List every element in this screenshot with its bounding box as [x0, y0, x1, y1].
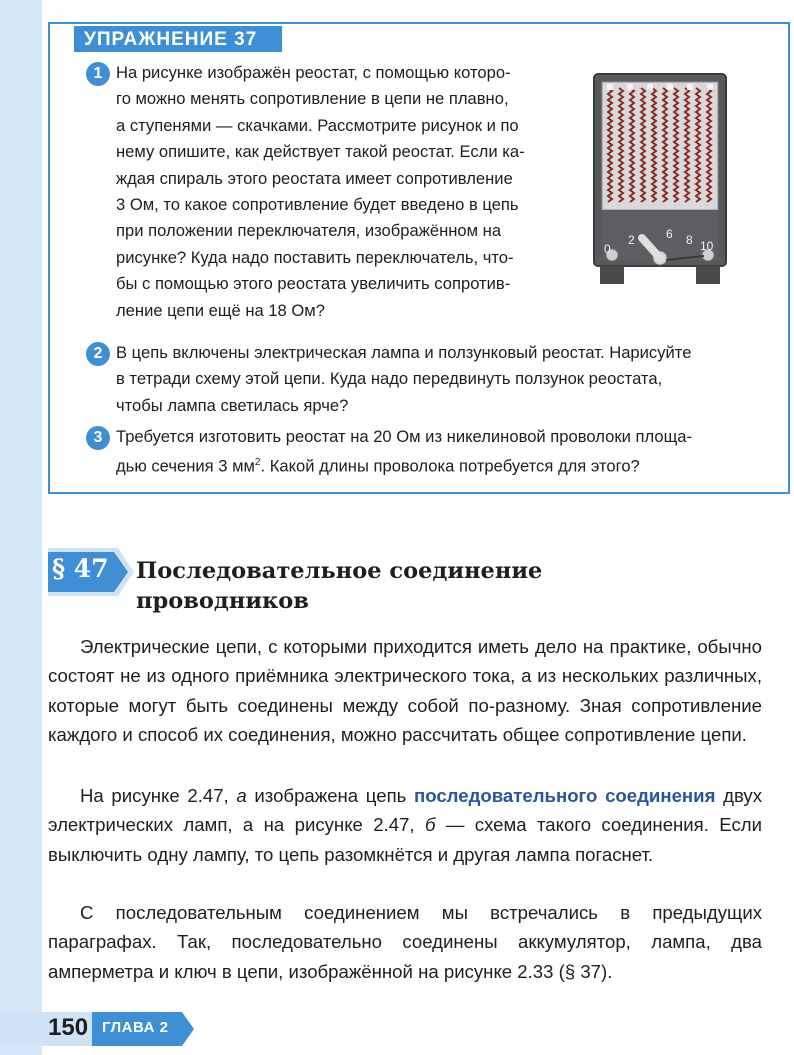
- text-line: ление цепи ещё на 18 Ом?: [116, 300, 325, 320]
- coil-terminal: [607, 84, 613, 90]
- paragraph-1: Электрические цепи, с которыми приходится иметь дело на практике, обычно состоят не из одного приёмника электрического тока, а из нескольких различных, которые могут быть соединены между собой по-разному. Зная сопротивление каждого и способ их соединения, можно рассчитать общее сопротивление цепи.: [48, 636, 762, 745]
- text-fragment: дью сечения 3 мм: [116, 456, 255, 476]
- figure-label-0: 0: [604, 242, 611, 256]
- coil-terminal: [687, 84, 693, 90]
- rheostat-figure: [590, 70, 730, 290]
- item-1-number: 1: [86, 62, 110, 86]
- text-line: при положении переключателя, изображённом на: [116, 221, 502, 241]
- text-fragment: . Какой длины проволока потребуется для этого?: [260, 456, 640, 476]
- text-fragment: — схема такого соединения. Если выключить одну лампу, то цепь разомкнётся и другая лампа погаснет.: [48, 814, 763, 865]
- text-line: го можно менять сопротивление в цепи не плавно,: [116, 89, 509, 109]
- page-margin-strip: [0, 0, 42, 1055]
- text-line: В цепь включены электрическая лампа и ползунковый реостат. Нарисуйте: [116, 343, 692, 362]
- item-3-number: 3: [86, 426, 110, 450]
- exercise-item-1: [116, 60, 578, 324]
- text-line: бы с помощью этого реостата увеличить сопротив-: [116, 274, 511, 294]
- exercise-item-2: [116, 340, 754, 419]
- text-fragment: изображена цепь: [254, 785, 407, 806]
- item-2-number: 2: [86, 342, 110, 366]
- text-line: ждая спираль этого реостата имеет сопротивление: [116, 168, 513, 188]
- text-line: На рисунке изображён реостат, с помощью которо-: [116, 63, 511, 82]
- paragraph-3: С последовательным соединением мы встречались в предыдущих параграфах. Так, последовательно соединены аккумулятор, лампа, два амперметра и ключ в цепи, изображённой на рисунке 2.33 (§ 37).: [48, 902, 762, 982]
- coil-terminal: [667, 84, 673, 90]
- text-line: в тетради схему этой цепи. Куда надо передвинуть ползунок реостата,: [116, 369, 663, 389]
- exercise-label: УПРАЖНЕНИЕ 37: [74, 26, 282, 52]
- text-line: а ступенями — скачками. Рассмотрите рисунок и по: [116, 115, 519, 135]
- text-line: рисунке? Куда надо поставить переключатель, что-: [116, 247, 514, 267]
- title-line: проводников: [136, 588, 309, 614]
- text-line: [116, 450, 754, 480]
- text-line: 3 Ом, то какое сопротивление будет введено в цепь: [116, 195, 519, 215]
- section-number: § 47: [52, 554, 109, 583]
- text-fragment: двух электрических ламп, а на рисунке 2.47,: [48, 785, 763, 836]
- text-line: нему опишите, как действует такой реостат. Если ка-: [116, 142, 525, 162]
- page-number: 150: [48, 1014, 89, 1041]
- figure-letter: а: [236, 785, 247, 806]
- key-term: последовательного соединения: [414, 785, 716, 806]
- figure-label-8: 8: [686, 233, 693, 247]
- text-line: чтобы лампа светилась ярче?: [116, 395, 349, 415]
- coil-terminal: [707, 84, 713, 90]
- coil-terminal: [627, 84, 633, 90]
- figure-label-6: 6: [666, 227, 673, 241]
- figure-label-2: 2: [628, 233, 635, 247]
- text-line: Требуется изготовить реостат на 20 Ом из никелиновой проволоки площа-: [116, 427, 692, 446]
- title-line: Последовательное соединение: [136, 558, 543, 584]
- figure-letter: б: [424, 814, 436, 836]
- figure-label-10: 10: [700, 239, 714, 253]
- paragraph-2: [48, 781, 762, 869]
- chapter-label: ГЛАВА 2: [102, 1019, 169, 1036]
- section-title: [136, 556, 542, 616]
- exercise-item-3: [116, 424, 754, 480]
- text-fragment: На рисунке 2.47,: [80, 785, 229, 806]
- coil-terminal: [647, 84, 653, 90]
- superscript: 2: [254, 457, 261, 469]
